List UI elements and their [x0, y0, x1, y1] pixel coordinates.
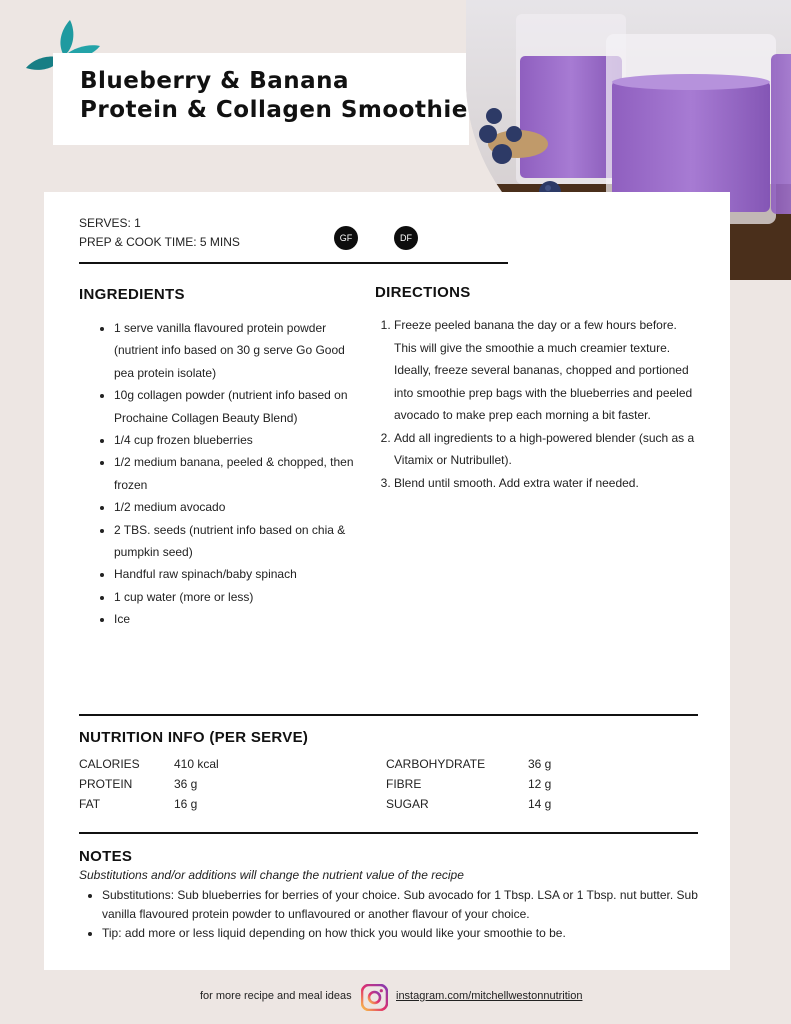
table-row: [79, 774, 599, 794]
divider: [79, 832, 698, 834]
nutrition-heading: NUTRITION INFO (PER SERVE): [79, 729, 309, 746]
list-item: • 1 serve vanilla flavoured protein powder (nutrient info based on 30 g serve Go Good pea protein isolate): [114, 317, 354, 384]
direction-step: 3. Blend until smooth. Add extra water if needed.: [394, 472, 699, 495]
nutrient-value: 410 kcal: [174, 757, 219, 771]
list-item: • 2 TBS. seeds (nutrient info based on chia & pumpkin seed): [114, 519, 354, 564]
divider: [79, 714, 698, 716]
list-item: • Ice: [114, 608, 354, 630]
list-item: • 1/2 medium banana, peeled & chopped, then frozen: [114, 451, 354, 496]
recipe-meta: [79, 214, 240, 252]
list-item: • 10g collagen powder (nutrient info based on Prochaine Collagen Beauty Blend): [114, 384, 354, 429]
footer-text: for more recipe and meal ideas: [200, 990, 352, 1002]
list-item: • 1/4 cup frozen blueberries: [114, 429, 354, 451]
list-item: • Substitutions: Sub blueberries for berries of your choice. Sub avocado for 1 Tbsp. LSA or 1 Tbsp. nut butter. Sub vanilla flavoured protein powder to unflavoured or another flavour of your choice.: [102, 886, 702, 924]
direction-step: 2. Add all ingredients to a high-powered blender (such as a Vitamix or Nutribullet).: [394, 427, 699, 472]
notes-list: [102, 886, 702, 943]
list-item: • 1/2 medium avocado: [114, 496, 354, 518]
table-row: [79, 754, 599, 774]
prep-time-text: PREP & COOK TIME: 5 MINS: [79, 235, 240, 249]
list-item: • Tip: add more or less liquid depending on how thick you would like your smoothie to be.: [102, 924, 702, 943]
ingredients-list: [114, 317, 354, 631]
directions-list: [394, 314, 699, 494]
title-box: [53, 53, 469, 145]
list-item: • Handful raw spinach/baby spinach: [114, 563, 354, 585]
nutrient-label: FIBRE: [386, 777, 422, 791]
recipe-title-line-1: Blueberry & Banana: [80, 68, 350, 94]
nutrient-label: CARBOHYDRATE: [386, 757, 486, 771]
nutrition-table: [79, 754, 599, 814]
notes-heading: NOTES: [79, 848, 133, 865]
direction-step: 1. Freeze peeled banana the day or a few hours before. This will give the smoothie a much creamier texture. Ideally, freeze several bananas, chopped and portioned into smoothie prep bags with the blueberries and peeled avocado to make prep each morning a bit faster.: [394, 314, 699, 427]
divider: [79, 262, 508, 264]
serves-text: SERVES: 1: [79, 216, 141, 230]
nutrient-label: FAT: [79, 797, 101, 811]
dairy-free-badge: DF: [394, 226, 418, 250]
nutrient-value: 12 g: [528, 777, 552, 791]
nutrient-label: CALORIES: [79, 757, 140, 771]
nutrient-value: 16 g: [174, 797, 198, 811]
nutrient-label: PROTEIN: [79, 777, 133, 791]
nutrient-label: SUGAR: [386, 797, 429, 811]
nutrient-value: 36 g: [174, 777, 198, 791]
list-item: • 1 cup water (more or less): [114, 586, 354, 608]
recipe-card: [44, 192, 730, 970]
recipe-title-line-2: Protein & Collagen Smoothie: [80, 97, 468, 123]
instagram-link[interactable]: instagram.com/mitchellwestonnutrition: [396, 990, 583, 1002]
directions-heading: DIRECTIONS: [375, 284, 471, 301]
table-row: [79, 794, 599, 814]
notes-subtitle: Substitutions and/or additions will change the nutrient value of the recipe: [79, 868, 464, 882]
nutrient-value: 36 g: [528, 757, 552, 771]
footer: [0, 984, 791, 1014]
ingredients-heading: INGREDIENTS: [79, 286, 185, 303]
nutrient-value: 14 g: [528, 797, 552, 811]
gluten-free-badge: GF: [334, 226, 358, 250]
instagram-icon[interactable]: [361, 984, 388, 1011]
